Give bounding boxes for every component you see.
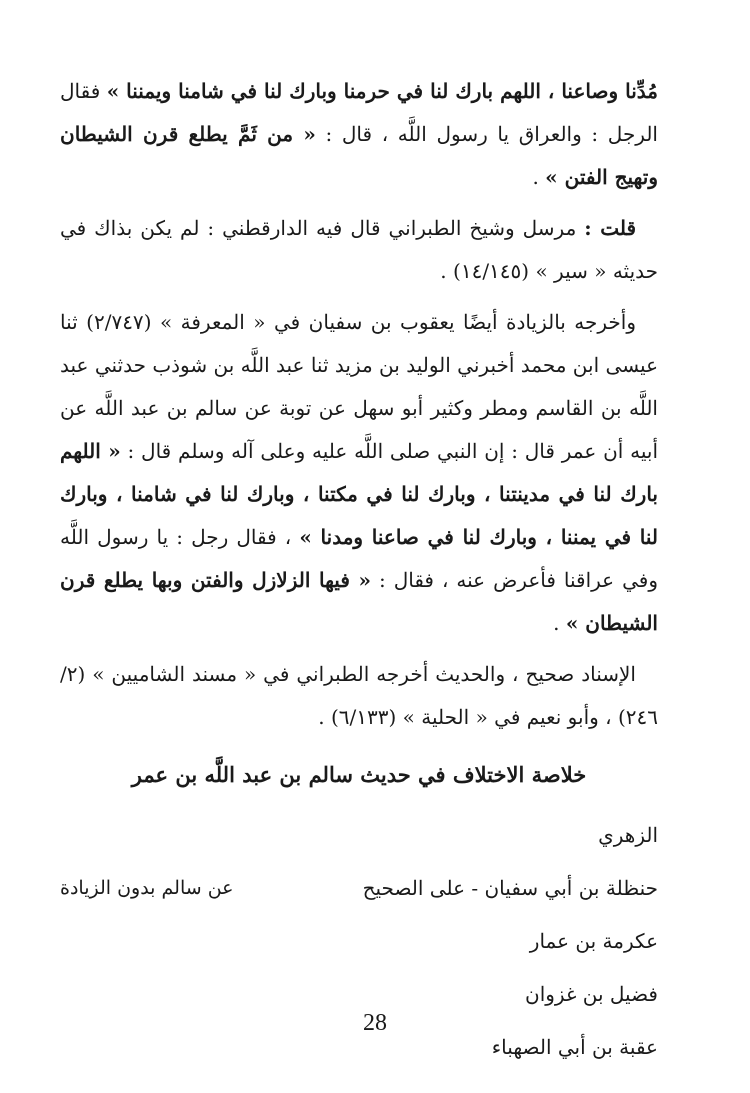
- body-text: .: [532, 165, 546, 189]
- bold-text: « اللهم بارك لنا في مدينتنا ، وبارك لنا في مكتنا ، وبارك لنا في شامنا ، وبارك لنا في يمننا ، وبارك لنا في صاعنا ومدنا »: [60, 439, 658, 549]
- tree-root: [60, 809, 658, 862]
- body-text: مرسل وشيخ الطبراني قال فيه الدارقطني : لم يكن بذاك في حديثه « سير » (١٤/١٤٥) .: [60, 216, 658, 283]
- section-heading: خلاصة الاختلاف في حديث سالم بن عبد اللَّه بن عمر: [131, 762, 587, 787]
- body-text: وأخرجه بالزيادة أيضًا يعقوب بن سفيان في « المعرفة » (٢/٧٤٧) ثنا عيسى ابن محمد أخبرني الوليد بن مزيد ثنا عبد اللَّه بن شوذب حدثني عبد اللَّه بن القاسم ومطر وكثير أبو سهل عن توبة عن سالم بن عبد اللَّه عن أبيه أن عمر قال : إن النبي صلى اللَّه عليه وعلى آله وسلم قال :: [60, 310, 659, 463]
- body-text: .: [553, 611, 566, 635]
- tree-item-note: عن سالم بدون الزيادة: [60, 877, 234, 899]
- bold-text: « فيها الزلازل والفتن وبها يطلع قرن الشيطان »: [60, 568, 658, 635]
- tree-item-name: فضيل بن غزوان: [525, 982, 658, 1006]
- paragraph-note: [60, 207, 658, 293]
- page-number: 28: [363, 1010, 387, 1036]
- body-text: فقال الرجل : والعراق يا رسول اللَّه ، قال :: [60, 79, 658, 146]
- tree-item: [60, 862, 658, 915]
- tree-item: [60, 915, 658, 968]
- bold-text: « من ثَمَّ يطلع قرن الشيطان وتهيج الفتن »: [60, 122, 658, 189]
- paragraph-hadith-text: [60, 70, 658, 199]
- paragraph-isnad: [60, 653, 658, 739]
- paragraph-takhrij: [60, 301, 658, 645]
- body-text: الإسناد صحيح ، والحديث أخرجه الطبراني في « مسند الشاميين » (٢/ ٢٤٦) ، وأبو نعيم في « الحلية » (٦/١٣٣) .: [60, 662, 658, 729]
- tree-item-name: عكرمة بن عمار: [529, 929, 658, 953]
- bold-label: قلت :: [584, 216, 637, 240]
- tree-item-name: عقبة بن أبي الصهباء: [491, 1035, 658, 1059]
- body-text: ، فقال رجل : يا رسول اللَّه وفي عراقنا فأعرض عنه ، فقال :: [60, 525, 658, 592]
- bold-text: مُدِّنا وصاعنا ، اللهم بارك لنا في حرمنا وبارك لنا في شامنا ويمننا »: [106, 79, 658, 103]
- page-body: [60, 70, 658, 1074]
- tree-item-name: حنظلة بن أبي سفيان - على الصحيح: [362, 876, 658, 900]
- tree-root-label: الزهري: [598, 823, 658, 847]
